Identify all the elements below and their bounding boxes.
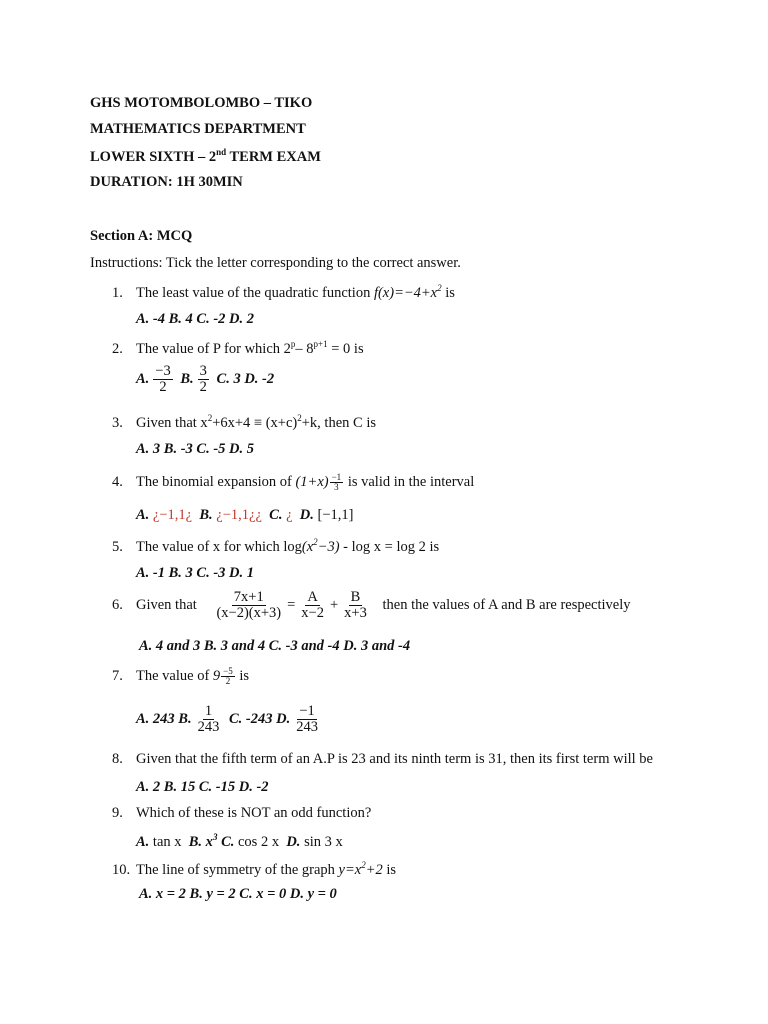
question-math: f(x)=−4+x <box>373 284 438 301</box>
fraction-numerator: B <box>350 589 361 605</box>
answer-label: D. <box>299 507 314 523</box>
answer-fraction <box>153 364 172 395</box>
answer-value: [−1,1] <box>317 507 354 523</box>
question-number: 5. <box>112 538 123 555</box>
question-9 <box>112 805 371 822</box>
fraction-b <box>342 590 369 621</box>
answer-value: ¿ <box>286 507 293 523</box>
question-math-sup: 2 <box>437 283 442 293</box>
question-text: Which of these is NOT an odd function? <box>136 805 372 821</box>
answer-label: B. x <box>188 833 213 850</box>
exam-title-sup: nd <box>216 147 227 157</box>
question-text-end: - log x = log 2 is <box>339 538 440 555</box>
answer-label: B. <box>180 371 194 388</box>
department-name: MATHEMATICS DEPARTMENT <box>90 121 306 137</box>
answer-rest: C. 3 D. -2 <box>216 371 275 388</box>
answers-2 <box>136 364 274 395</box>
question-3 <box>112 413 376 432</box>
answers-5: A. -1 B. 3 C. -3 D. 1 <box>136 565 255 581</box>
answer-fraction <box>198 364 209 395</box>
fraction-numerator: 7x+1 <box>233 589 264 605</box>
question-number: 8. <box>112 751 123 767</box>
question-text: Given that <box>136 597 197 614</box>
section-title: Section A: MCQ <box>90 228 193 244</box>
answer-label: B. <box>199 507 213 523</box>
question-text: Given that the fifth term of an A.P is 23 and its ninth term is 31, then its first term will be <box>136 751 653 767</box>
question-number: 4. <box>112 473 123 490</box>
fraction-numerator: −1 <box>331 472 342 482</box>
fraction-numerator: −3 <box>155 363 171 379</box>
answer-label: D. <box>286 833 301 850</box>
fraction-denominator: 243 <box>197 719 220 736</box>
question-number: 9. <box>112 805 123 821</box>
question-text: The value of <box>136 667 213 684</box>
answers-10: A. x = 2 B. y = 2 C. x = 0 D. y = 0 <box>139 886 337 902</box>
equals-sign: = <box>287 597 296 614</box>
fraction-denominator: x−2 <box>301 605 324 622</box>
question-text-end: = 0 is <box>327 340 364 357</box>
school-name: GHS MOTOMBOLOMBO – TIKO <box>90 95 313 111</box>
fraction-numerator: −1 <box>299 703 315 719</box>
question-math: (x <box>301 538 314 555</box>
answer-value: sin 3 x <box>304 833 343 850</box>
question-text-end: is valid in the interval <box>344 473 475 490</box>
question-math: 9 <box>212 667 221 684</box>
answer-label: A. <box>136 371 150 388</box>
answer-label: C. -243 D. <box>228 711 291 728</box>
fraction-numerator: A <box>307 589 318 605</box>
fraction-denominator: 3 <box>334 482 339 493</box>
question-number: 6. <box>112 597 123 614</box>
question-text-mid: – 8 <box>295 340 314 357</box>
question-text-mid: +6x+4 ≡ (x+c) <box>212 414 298 431</box>
answers-7 <box>136 704 324 735</box>
question-6 <box>112 590 631 621</box>
question-text: The value of x for which log <box>136 538 302 555</box>
answers-4 <box>136 507 353 524</box>
question-math: −3) <box>317 538 340 555</box>
plus-sign: + <box>329 597 339 614</box>
question-number: 10. <box>112 861 131 878</box>
answers-6: A. 4 and 3 B. 3 and 4 C. -3 and -4 D. 3 and -4 <box>139 638 411 654</box>
answer-label: A. <box>136 833 150 850</box>
question-7 <box>112 667 249 687</box>
question-5 <box>112 537 439 556</box>
fraction-lhs <box>214 590 283 621</box>
question-number: 7. <box>112 667 123 684</box>
question-2 <box>112 339 364 358</box>
exponent-fraction <box>330 473 344 493</box>
question-text: The binomial expansion of <box>136 473 296 490</box>
question-sup: 2 <box>207 413 213 423</box>
answers-1: A. -4 B. 4 C. -2 D. 2 <box>136 311 255 327</box>
answer-label: C. <box>221 833 235 850</box>
question-text-end: then the values of A and B are respectively <box>382 597 631 614</box>
fraction-numerator: 3 <box>199 363 207 379</box>
exam-duration: DURATION: 1H 30MIN <box>90 174 243 190</box>
question-10 <box>112 860 396 879</box>
exam-title-post: TERM EXAM <box>226 148 321 165</box>
fraction-a <box>299 590 326 621</box>
question-4 <box>112 473 474 493</box>
fraction-numerator: −5 <box>223 666 233 676</box>
answer-value: ¿−1,1¿¿ <box>216 507 262 523</box>
instructions: Instructions: Tick the letter corresponding to the correct answer. <box>90 255 461 271</box>
fraction-denominator: 243 <box>296 719 318 736</box>
question-text: Given that x <box>136 414 208 431</box>
answer-value: tan x <box>152 833 182 850</box>
fraction-denominator: 2 <box>199 379 207 396</box>
fraction-denominator: 2 <box>225 676 231 687</box>
question-text-end: is <box>382 861 397 878</box>
answer-sup: 3 <box>212 832 218 842</box>
question-1 <box>112 283 455 302</box>
question-math-sup: 2 <box>313 537 318 547</box>
question-text-end: is <box>441 284 455 301</box>
question-sup: p <box>290 339 296 349</box>
question-text-end: +k, then C is <box>301 414 376 431</box>
answers-3: A. 3 B. -3 C. -5 D. 5 <box>136 441 255 457</box>
question-8 <box>112 751 653 768</box>
question-text-end: is <box>235 667 250 684</box>
answers-9 <box>136 832 343 851</box>
question-text: The value of P for which 2 <box>136 340 291 357</box>
question-sup: 2 <box>297 413 302 423</box>
answer-value: cos 2 x <box>237 833 280 850</box>
exam-title-pre: LOWER SIXTH – 2 <box>90 148 217 165</box>
question-math: (1+x) <box>295 473 329 490</box>
fraction-denominator: (x−2)(x+3) <box>216 605 282 622</box>
question-math-sup: 2 <box>361 860 366 870</box>
question-math: +2 <box>365 861 383 878</box>
question-number: 1. <box>112 284 123 301</box>
answers-8: A. 2 B. 15 C. -15 D. -2 <box>136 779 269 795</box>
question-text: The line of symmetry of the graph <box>136 861 339 878</box>
fraction-numerator: 1 <box>204 703 213 719</box>
answer-label: C. <box>269 507 283 523</box>
question-number: 3. <box>112 414 123 431</box>
question-text: The least value of the quadratic function <box>136 284 374 301</box>
fraction-denominator: 2 <box>159 379 167 396</box>
answer-label: A. 243 B. <box>136 711 192 728</box>
question-math: y=x <box>338 861 362 878</box>
answer-value: ¿−1,1¿ <box>152 507 193 523</box>
exponent-fraction <box>221 667 235 687</box>
exam-title <box>90 147 321 166</box>
question-number: 2. <box>112 340 123 357</box>
fraction-denominator: x+3 <box>344 605 367 622</box>
answer-fraction <box>196 704 222 735</box>
answer-fraction <box>294 704 320 735</box>
answer-label: A. <box>136 507 150 523</box>
question-sup: p+1 <box>313 339 328 349</box>
